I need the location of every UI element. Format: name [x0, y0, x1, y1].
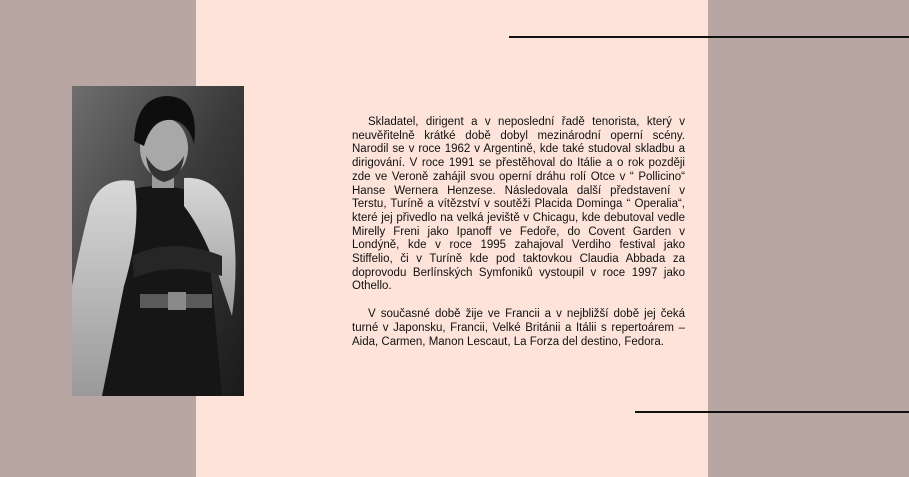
top-divider-line [509, 36, 909, 38]
portrait-photo-icon [72, 86, 244, 396]
right-side-panel [708, 0, 909, 477]
portrait-photo [72, 86, 244, 396]
bottom-divider-line [635, 411, 909, 413]
biography-paragraph: Skladatel, dirigent a v neposlední řadě tenorista, který v neuvěřitelně krátké době dobyl mezinárodní operní scény. Narodil se v roce 1962 v Argentině, kde také studoval skladbu a dirigování. V roce 1991 se přestěhoval do Itálie a o rok později zde ve Veroně zahájil svou operní dráhu rolí Otce v “ Pollicino“ Hanse Wernera Henzese. Následovala další představení v Terstu, Turíně a vítězství v soutěži Placida Dominga “ Operalia“, které jej přivedlo na velká jeviště v Chicagu, kde debutoval vedle Mirelly Freni jako Ipanoff ve Fedoře, do Covent Garden v Londýně, kde v roce 1995 zahajoval Verdiho festival jako Stiffelio, či v Turíně kde pod taktovkou Claudia Abbada za doprovodu Berlínských Symfoniků vystoupil v roce 1997 jako Othello. [352, 116, 685, 293]
biography-paragraph: V současné době žije ve Francii a v nejbližší době jej čeká turné v Japonsku, Francii, Velké Británii a Itálii s repertoárem – Aida, Carmen, Manon Lescaut, La Forza del destino, Fedora. [352, 308, 685, 348]
biography-text [352, 116, 685, 363]
